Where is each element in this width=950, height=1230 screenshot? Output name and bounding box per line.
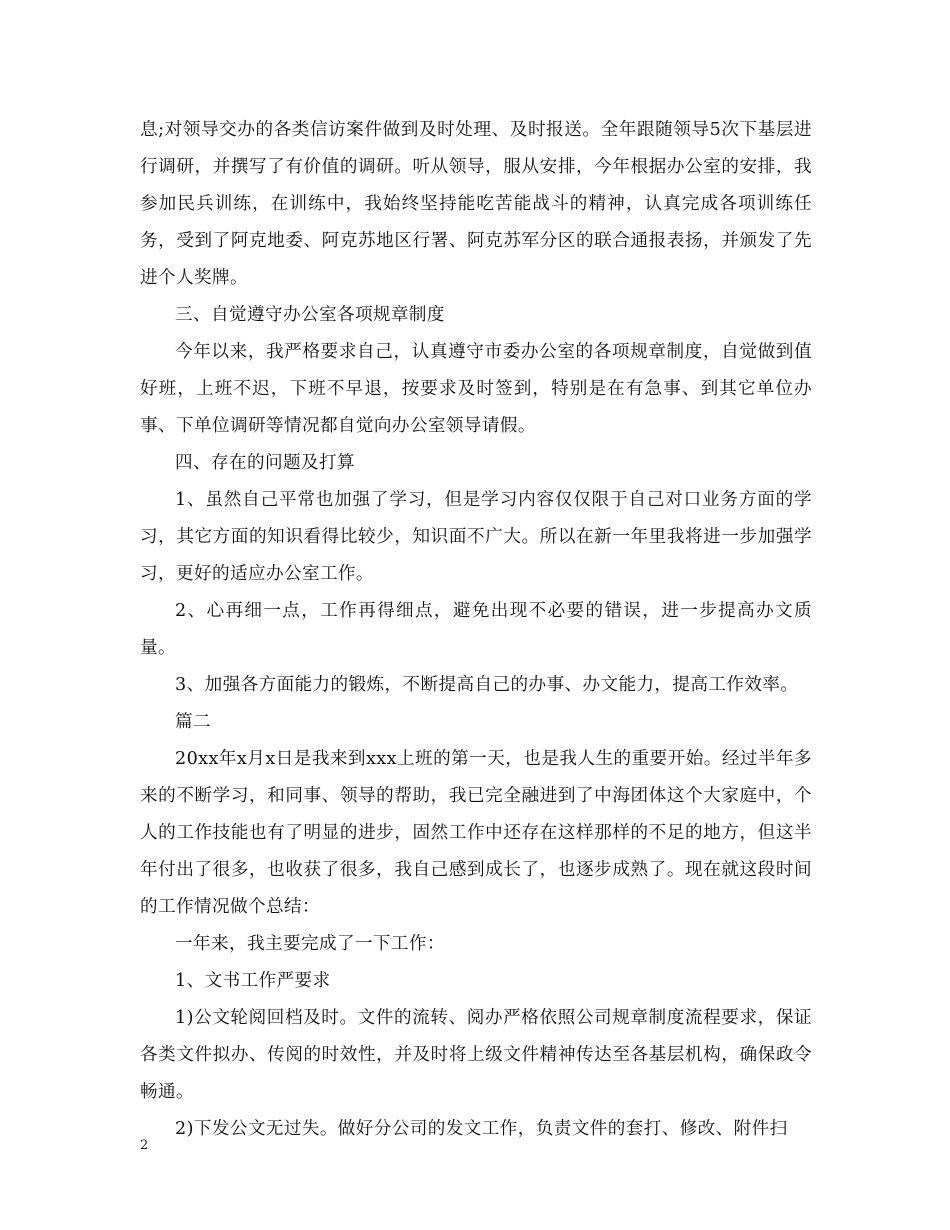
- list-item: 2、心再细一点，工作再得细点，避免出现不必要的错误，进一步提高办文质量。: [140, 601, 812, 658]
- document-body: [140, 112, 812, 1148]
- page-number: 2: [140, 1138, 149, 1153]
- paragraph: 20xx年x月x日是我来到xxx上班的第一天，也是我人生的重要开始。经过半年多来的不断学习，和同事、领导的帮助，我已完全融进到了中海团体这个大家庭中，个人的工作技能也有了明显的进步，固然工作中还存在这样那样的不足的地方，但这半年付出了很多，也收获了很多，我自己感到成长了，也逐步成熟了。现在就这段时间的工作情况做个总结：: [140, 749, 812, 917]
- paragraph: 今年以来，我严格要求自己，认真遵守市委办公室的各项规章制度，自觉做到值好班，上班不迟，下班不早退，按要求及时签到，特别是在有急事、到其它单位办事、下单位调研等情况都自觉向办公室领导请假。: [140, 342, 812, 436]
- list-item: 1、虽然自己平常也加强了学习，但是学习内容仅仅限于自己对口业务方面的学习，其它方面的知识看得比较少，知识面不广大。所以在新一年里我将进一步加强学习，更好的适应办公室工作。: [140, 490, 812, 584]
- list-item: 3、加强各方面能力的锻炼，不断提高自己的办事、办文能力，提高工作效率。: [175, 675, 799, 695]
- paragraph: 一年来，我主要完成了一下工作：: [175, 934, 445, 954]
- section-heading: 三、自觉遵守办公室各项规章制度: [175, 305, 445, 325]
- section-heading: 篇二: [175, 712, 211, 732]
- paragraph: 息;对领导交办的各类信访案件做到及时处理、及时报送。全年跟随领导5次下基层进行调研，并撰写了有价值的调研。听从领导，服从安排，今年根据办公室的安排，我参加民兵训练，在训练中，我始终坚持能吃苦能战斗的精神，认真完成各项训练任务，受到了阿克地委、阿克苏地区行署、阿克苏军分区的联合通报表扬，并颁发了先进个人奖牌。: [140, 120, 812, 288]
- section-heading: 1、文书工作严要求: [175, 971, 331, 991]
- list-item: 1)公文轮阅回档及时。文件的流转、阅办严格依照公司规章制度流程要求，保证各类文件拟办、传阅的时效性，并及时将上级文件精神传达至各基层机构，确保政令畅通。: [140, 1008, 812, 1102]
- list-item: 2)下发公文无过失。做好分公司的发文工作，负责文件的套打、修改、附件扫: [175, 1119, 788, 1139]
- section-heading: 四、存在的问题及打算: [175, 453, 355, 473]
